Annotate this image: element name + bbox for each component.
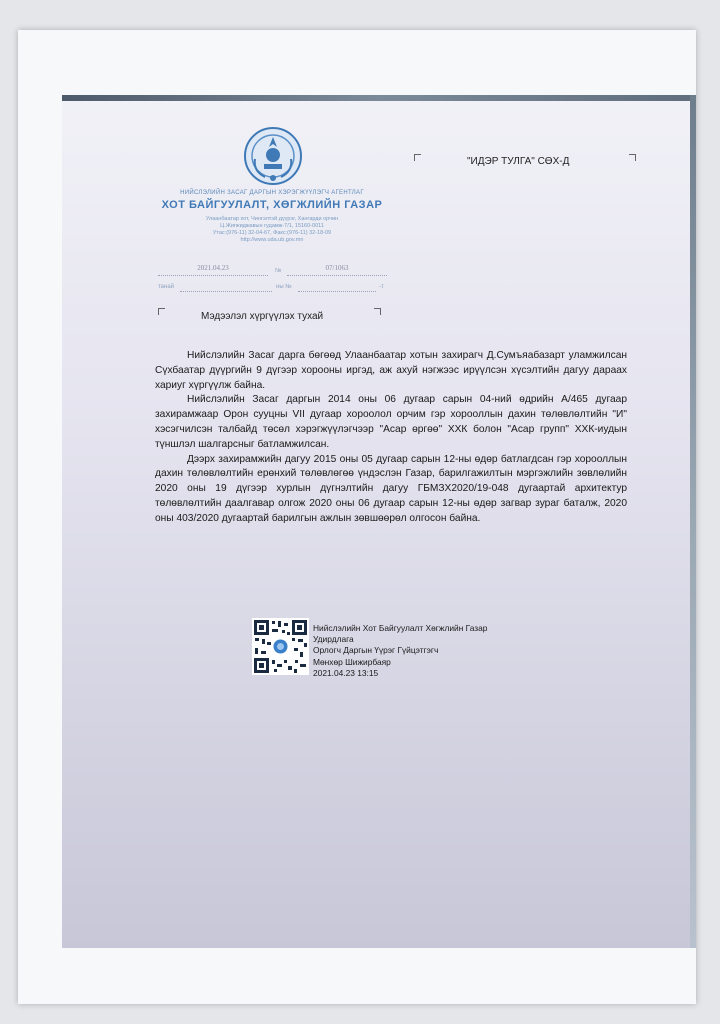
body-paragraph: Нийслэлийн Засаг даргын 2014 оны 06 дугаар сарын 04-ний өдрийн А/465 дугаар захирамжаар Орон сууцны VII дугаар хороолол орчим гэр хорооллын дахин төлөвлөлтийн "И" хэсэгчилсэн талбайд төсөл хэрэгжүүлэгчээр "Асар өргөө" ХХК болон "Асар групп" ХХК-иудын түншлэл шалгарсныг батламжилсан.: [155, 394, 627, 450]
body-paragraph: Дээрх захирамжийн дагуу 2015 оны 05 дугаар сарын 12-ны өдөр батлагдсан гэр хорооллын дахин төлөвлөлтийн ерөнхий төлөвлөгөө үндэслэн Газар, барилгажилтын мэргэжлийн зөвлөлийн 2020 оны 19 дүгээр хурлын дүгнэлтийн дагуу ГБМЗХ2020/19-048 дугаартай архитектур төлөвлөлтийн даалгавар олгож 2020 оны 06 дугаар сарын 12-ны өдөр загвар зураг баталж, 2020 оны 403/2020 дугаартай барилгын ажлын зөвшөөрөл олгосон байна.: [155, 453, 627, 524]
address-line: Утас:(976-11) 32-04-67, Факс:(976-11) 32-18-09: [212, 230, 332, 236]
qr-code-icon: [252, 618, 309, 675]
scan-edge-right: [690, 95, 696, 948]
signature-position: Орлогч Даргын Үүрэг Гүйцэтгэгч: [313, 645, 439, 656]
letter-number: 07/1063: [287, 264, 387, 276]
agency-name: ХОТ БАЙГУУЛАЛТ, ХӨГЖЛИЙН ГАЗАР: [161, 199, 383, 211]
signature-name: Мөнхөр Шижирбаяр: [313, 656, 391, 667]
number-label: №: [275, 268, 282, 274]
address-line: Ц.Жигжиджавын гудамж-7/1, 15160-0011: [220, 223, 324, 229]
recipient-corner-mark: [414, 154, 421, 161]
subject-corner-mark: [374, 308, 381, 315]
scanned-letter-page: [62, 95, 696, 948]
signature-timestamp: 2021.04.23 13:15: [313, 667, 379, 678]
agency-parent-line: НИЙСЛЭЛИЙН ЗАСАГ ДАРГЫН ХЭРЭГЖҮҮЛЭГЧ АГЕНТЛАГ: [180, 190, 364, 196]
reply-number-label: ны №: [276, 284, 292, 290]
website-line: http://www.uda.ub.gov.mn: [240, 237, 304, 243]
subject-corner-mark: [158, 308, 165, 315]
letter-date: 2021.04.23: [158, 264, 268, 276]
reply-label: танай: [158, 284, 175, 290]
digital-signature-block: [313, 623, 487, 679]
reply-number-line: [298, 280, 376, 292]
signature-org-unit: Удирдлага: [313, 634, 354, 645]
scan-edge-top: [62, 95, 696, 101]
letter-subject: Мэдээлэл хүргүүлэх тухай: [201, 311, 324, 322]
body-paragraph: Нийслэлийн Засаг дарга бөгөөд Улаанбаатар хотын захирагч Д.Сумъяабазарт уламжилсан Сүхбаатар дүүргийн 9 дүгээр хорооны иргэд, аж ахуй нэгжээс ирүүлсэн хүсэлтийн дагуу дараах хариуг хүргүүлж байна.: [155, 350, 627, 391]
reply-date-line: [180, 280, 272, 292]
recipient-name: "ИДЭР ТУЛГА" СӨХ-Д: [467, 156, 570, 167]
address-line: Улаанбаатар хот, Чингэлтэй дүүрэг, Хангарди орчин: [205, 216, 339, 222]
letter-body: [155, 349, 627, 527]
outer-paper-sheet: [18, 30, 696, 1004]
recipient-corner-mark: [629, 154, 636, 161]
signature-org: Нийслэлийн Хот Байгуулалт Хөгжлийн Газар: [313, 623, 488, 633]
state-emblem-icon: [243, 125, 303, 187]
reply-suffix: -т: [379, 284, 384, 290]
